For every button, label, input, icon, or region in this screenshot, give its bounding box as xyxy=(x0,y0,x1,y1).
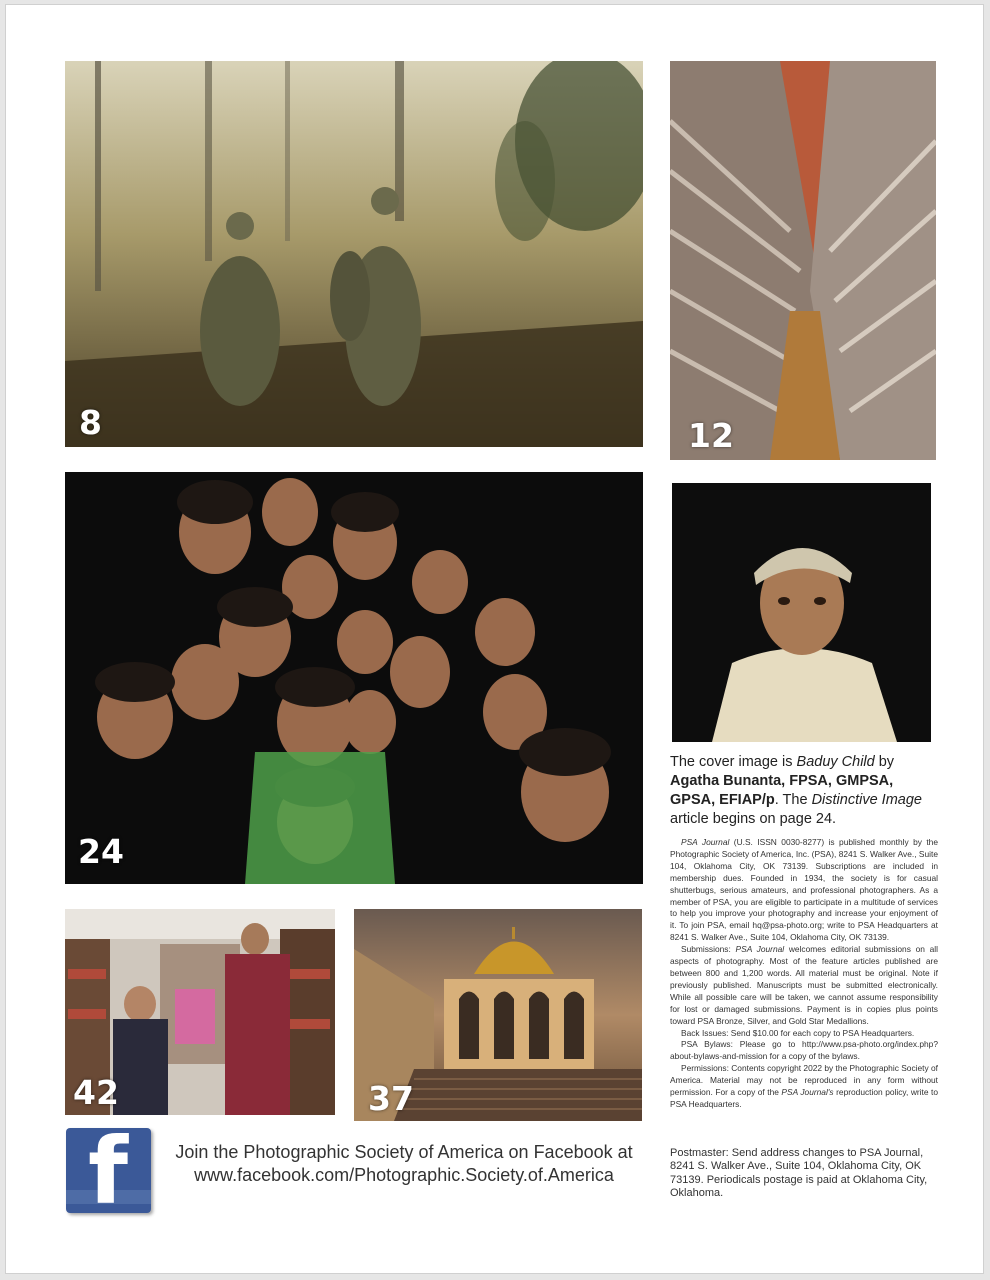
info-paragraph-permissions xyxy=(670,1063,938,1111)
facebook-promo xyxy=(159,1141,649,1187)
journal-title: PSA Journal xyxy=(681,837,730,847)
article-title: Distinctive Image xyxy=(811,792,922,808)
caption-text: article begins on page 24. xyxy=(670,811,837,827)
facebook-icon[interactable] xyxy=(66,1128,151,1213)
canyon-photo xyxy=(670,61,936,460)
facebook-promo-line: Join the Photographic Society of America on Facebook at xyxy=(175,1142,633,1162)
page-number-label: 24 xyxy=(78,832,124,871)
postmaster-notice: Postmaster: Send address changes to PSA Journal, 8241 S. Walker Ave., Suite 104, Oklahoma City, OK 73139. Periodicals postage is paid at Oklahoma City, Oklahoma. xyxy=(670,1147,928,1200)
cover-caption xyxy=(670,753,940,829)
journal-title: PSA Journal's xyxy=(781,1087,834,1098)
caption-text: The cover image is xyxy=(670,754,797,770)
cover-image-title: Baduy Child xyxy=(796,754,875,770)
info-paragraph-back-issues: Back Issues: Send $10.00 for each copy to PSA Headquarters. xyxy=(681,1027,915,1038)
caption-text: The xyxy=(778,792,812,808)
info-text: (U.S. ISSN 0030-8277) is published monthly by the Photographic Society of America, Inc. (PSA), 8241 S. Walker Ave., Suite 104, Oklahoma City, OK 73139. Subscriptions are included in membership dues. Founded in 1934, the society is for casual shutterbugs, serious amateurs, and professional photographers. As a member of PSA, you are eligible to participate in a multitude of services to help you improve your photography and increase your enjoyment of it. To join PSA, email hq@psa-photo.org; write to PSA Headquarters at 8241 S. Walker Ave., Suite 104, Oklahoma City, OK 73139. xyxy=(670,837,939,943)
magazine-page xyxy=(5,4,984,1274)
facebook-logo-letter: f xyxy=(88,1128,129,1213)
children-group-photo xyxy=(65,472,643,884)
facebook-url-link[interactable]: www.facebook.com/Photographic.Society.of.America xyxy=(194,1165,614,1185)
page-number-label: 12 xyxy=(688,416,734,455)
info-text: welcomes editorial submissions on all aspects of photography. Most of the feature articles published are between 800 and 1,200 words. All material must be original. Note if previously published. Manuscripts must be submitted electronically. While all possible care will be taken, we cannot assume responsibility for lost or damaged submissions. Payment is in copies plus points toward PSA Bronze, Silver, and Gold Star Medallions. xyxy=(670,944,938,1026)
library-photo xyxy=(65,909,335,1115)
page-number-label: 8 xyxy=(79,403,102,442)
caption-text: by xyxy=(874,754,895,770)
info-text: Submissions: xyxy=(681,944,736,955)
journal-title: PSA Journal xyxy=(735,944,785,955)
page-number-label: 37 xyxy=(368,1079,414,1118)
dome-photo xyxy=(354,909,642,1121)
journal-info xyxy=(670,837,938,1111)
info-text: Permissions: Contents copyright 2022 by the Photographic Society of America. Material may not be reproduced in any form without permission. For a copy of the xyxy=(670,1063,938,1098)
soldiers-photo xyxy=(65,61,643,447)
info-paragraph-publication xyxy=(670,837,938,944)
info-paragraph-submissions xyxy=(670,944,938,1027)
caption-text: . xyxy=(774,792,779,808)
page-number-label: 42 xyxy=(73,1073,119,1112)
cover-photo xyxy=(672,483,931,742)
info-paragraph-bylaws: PSA Bylaws: Please go to http://www.psa-photo.org/index.php?about-bylaws-and-mission for a copy of the bylaws. xyxy=(670,1039,938,1062)
cover-author: Agatha Bunanta, FPSA, GMPSA, GPSA, EFIAP/p xyxy=(670,773,894,808)
info-text: reproduction policy, write to PSA Headquarters. xyxy=(670,1087,938,1109)
